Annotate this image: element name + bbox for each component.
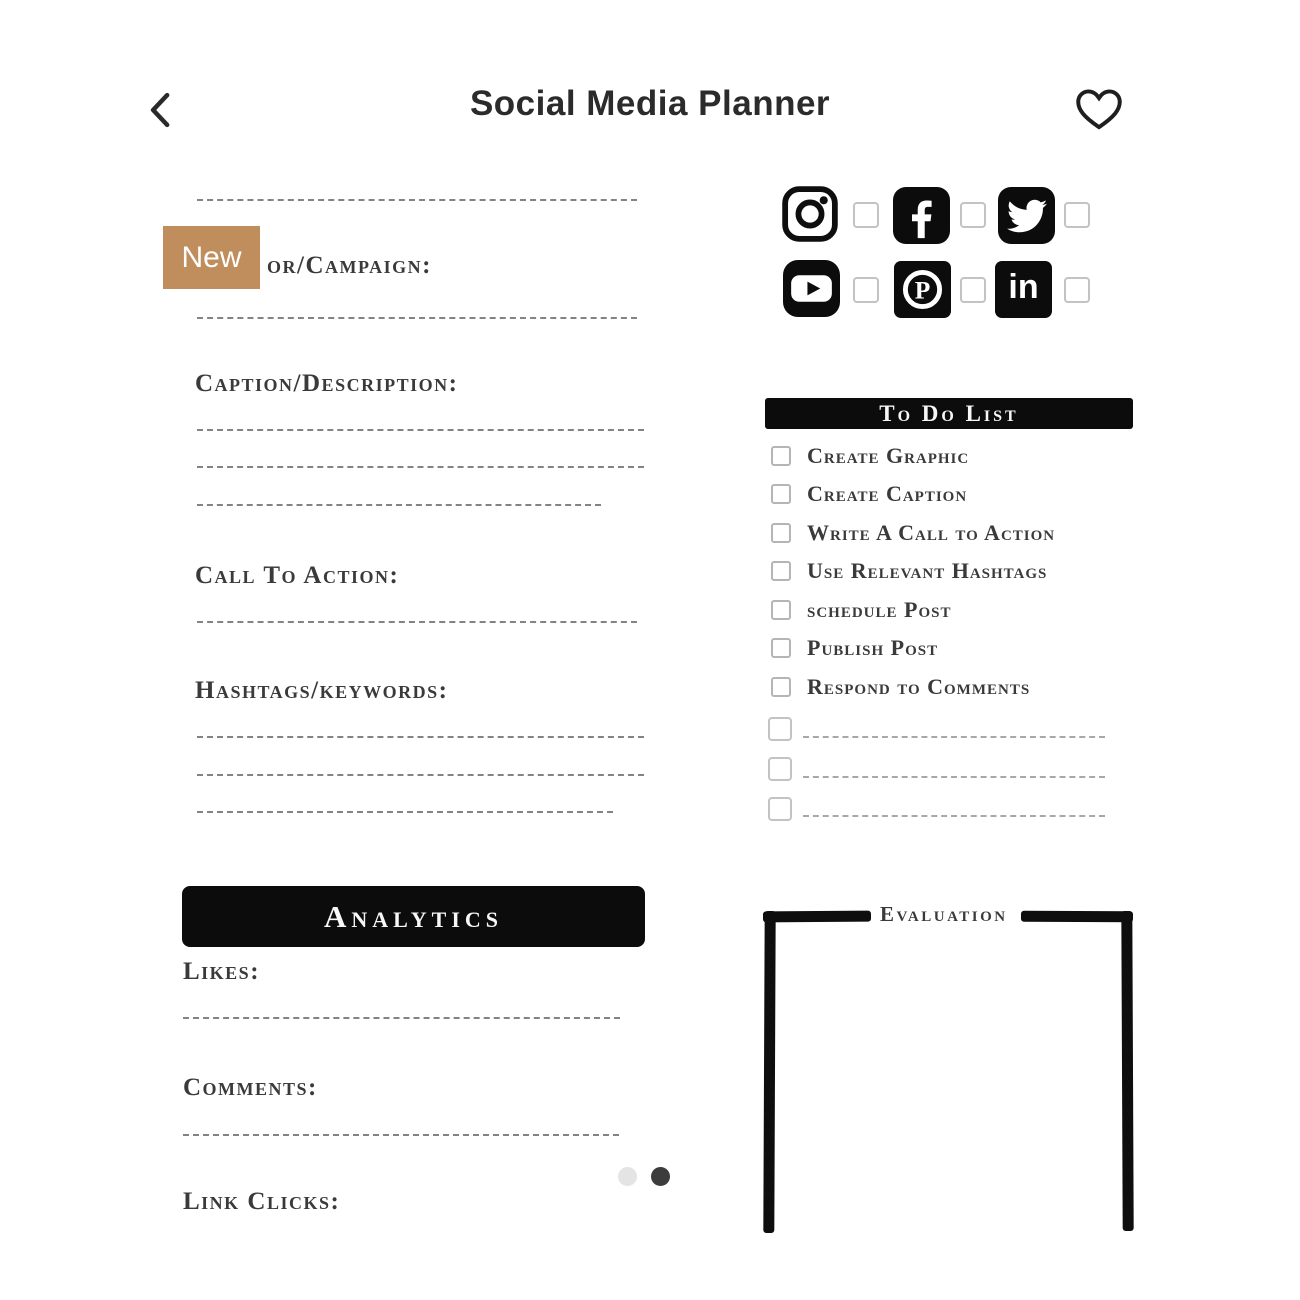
analytics-title: Analytics — [323, 898, 504, 934]
product-image[interactable] — [120, 150, 1180, 1300]
dashed-line — [197, 199, 637, 201]
todo-checkbox-empty — [768, 757, 792, 781]
carousel-dot-inactive[interactable] — [618, 1167, 637, 1186]
instagram-icon — [780, 184, 840, 244]
dashed-line — [197, 504, 601, 506]
comments-label: Comments: — [183, 1074, 318, 1101]
evaluation-frame-top-right — [1021, 911, 1133, 923]
youtube-icon — [783, 260, 840, 317]
todo-title: To Do List — [879, 400, 1019, 426]
todo-checkbox — [771, 638, 791, 658]
carousel-dot-active[interactable] — [651, 1167, 670, 1186]
facebook-checkbox — [960, 202, 986, 228]
todo-checkbox — [771, 677, 791, 697]
todo-banner — [765, 398, 1133, 429]
twitter-icon — [998, 187, 1055, 244]
caption-label: Caption/Description: — [195, 370, 459, 397]
pinterest-icon — [894, 261, 951, 318]
evaluation-title: Evaluation — [880, 902, 1008, 926]
dashed-line — [197, 774, 644, 776]
todo-item: Create Graphic — [807, 443, 970, 468]
campaign-label: or/Campaign: — [267, 252, 432, 279]
twitter-checkbox — [1064, 202, 1090, 228]
call-to-action-label: Call To Action: — [195, 562, 400, 589]
dashed-line — [183, 1134, 619, 1136]
pinterest-checkbox — [960, 277, 986, 303]
todo-item: Publish Post — [807, 635, 939, 660]
dashed-line — [197, 811, 613, 813]
dashed-line — [197, 317, 637, 319]
instagram-checkbox — [853, 202, 879, 228]
dashed-line — [803, 815, 1105, 817]
dashed-line — [197, 429, 644, 431]
todo-item: Respond to Comments — [807, 674, 1031, 699]
linkedin-checkbox — [1064, 277, 1090, 303]
favorite-button[interactable] — [1068, 78, 1134, 138]
evaluation-frame-right — [1121, 911, 1133, 1231]
dashed-line — [803, 776, 1105, 778]
youtube-checkbox — [853, 277, 879, 303]
todo-checkbox — [771, 484, 791, 504]
todo-checkbox — [771, 523, 791, 543]
facebook-icon — [893, 187, 950, 244]
hashtags-label: Hashtags/keywords: — [195, 677, 449, 704]
todo-checkbox-empty — [768, 797, 792, 821]
todo-checkbox — [771, 561, 791, 581]
todo-checkbox — [771, 446, 791, 466]
todo-item: Create Caption — [807, 481, 968, 506]
todo-checkbox-empty — [768, 717, 792, 741]
evaluation-frame-top-left — [763, 911, 871, 923]
dashed-line — [183, 1017, 620, 1019]
page-title: Social Media Planner — [469, 84, 831, 123]
new-badge: New — [163, 226, 260, 289]
link-clicks-label: Link Clicks: — [183, 1188, 341, 1215]
dashed-line — [197, 736, 644, 738]
pinterest-glyph: P — [914, 275, 931, 305]
linkedin-glyph: in — [1008, 268, 1039, 306]
dashed-line — [803, 736, 1105, 738]
evaluation-frame-left — [763, 911, 775, 1233]
todo-checkbox — [771, 600, 791, 620]
dashed-line — [197, 466, 644, 468]
analytics-banner — [182, 886, 645, 947]
linkedin-icon — [995, 261, 1052, 318]
todo-item: schedule Post — [807, 597, 952, 622]
likes-label: Likes: — [183, 958, 261, 985]
todo-item: Use Relevant Hashtags — [807, 558, 1048, 583]
dashed-line — [197, 621, 637, 623]
todo-item: Write A Call to Action — [807, 520, 1056, 545]
heart-icon — [1068, 80, 1134, 136]
